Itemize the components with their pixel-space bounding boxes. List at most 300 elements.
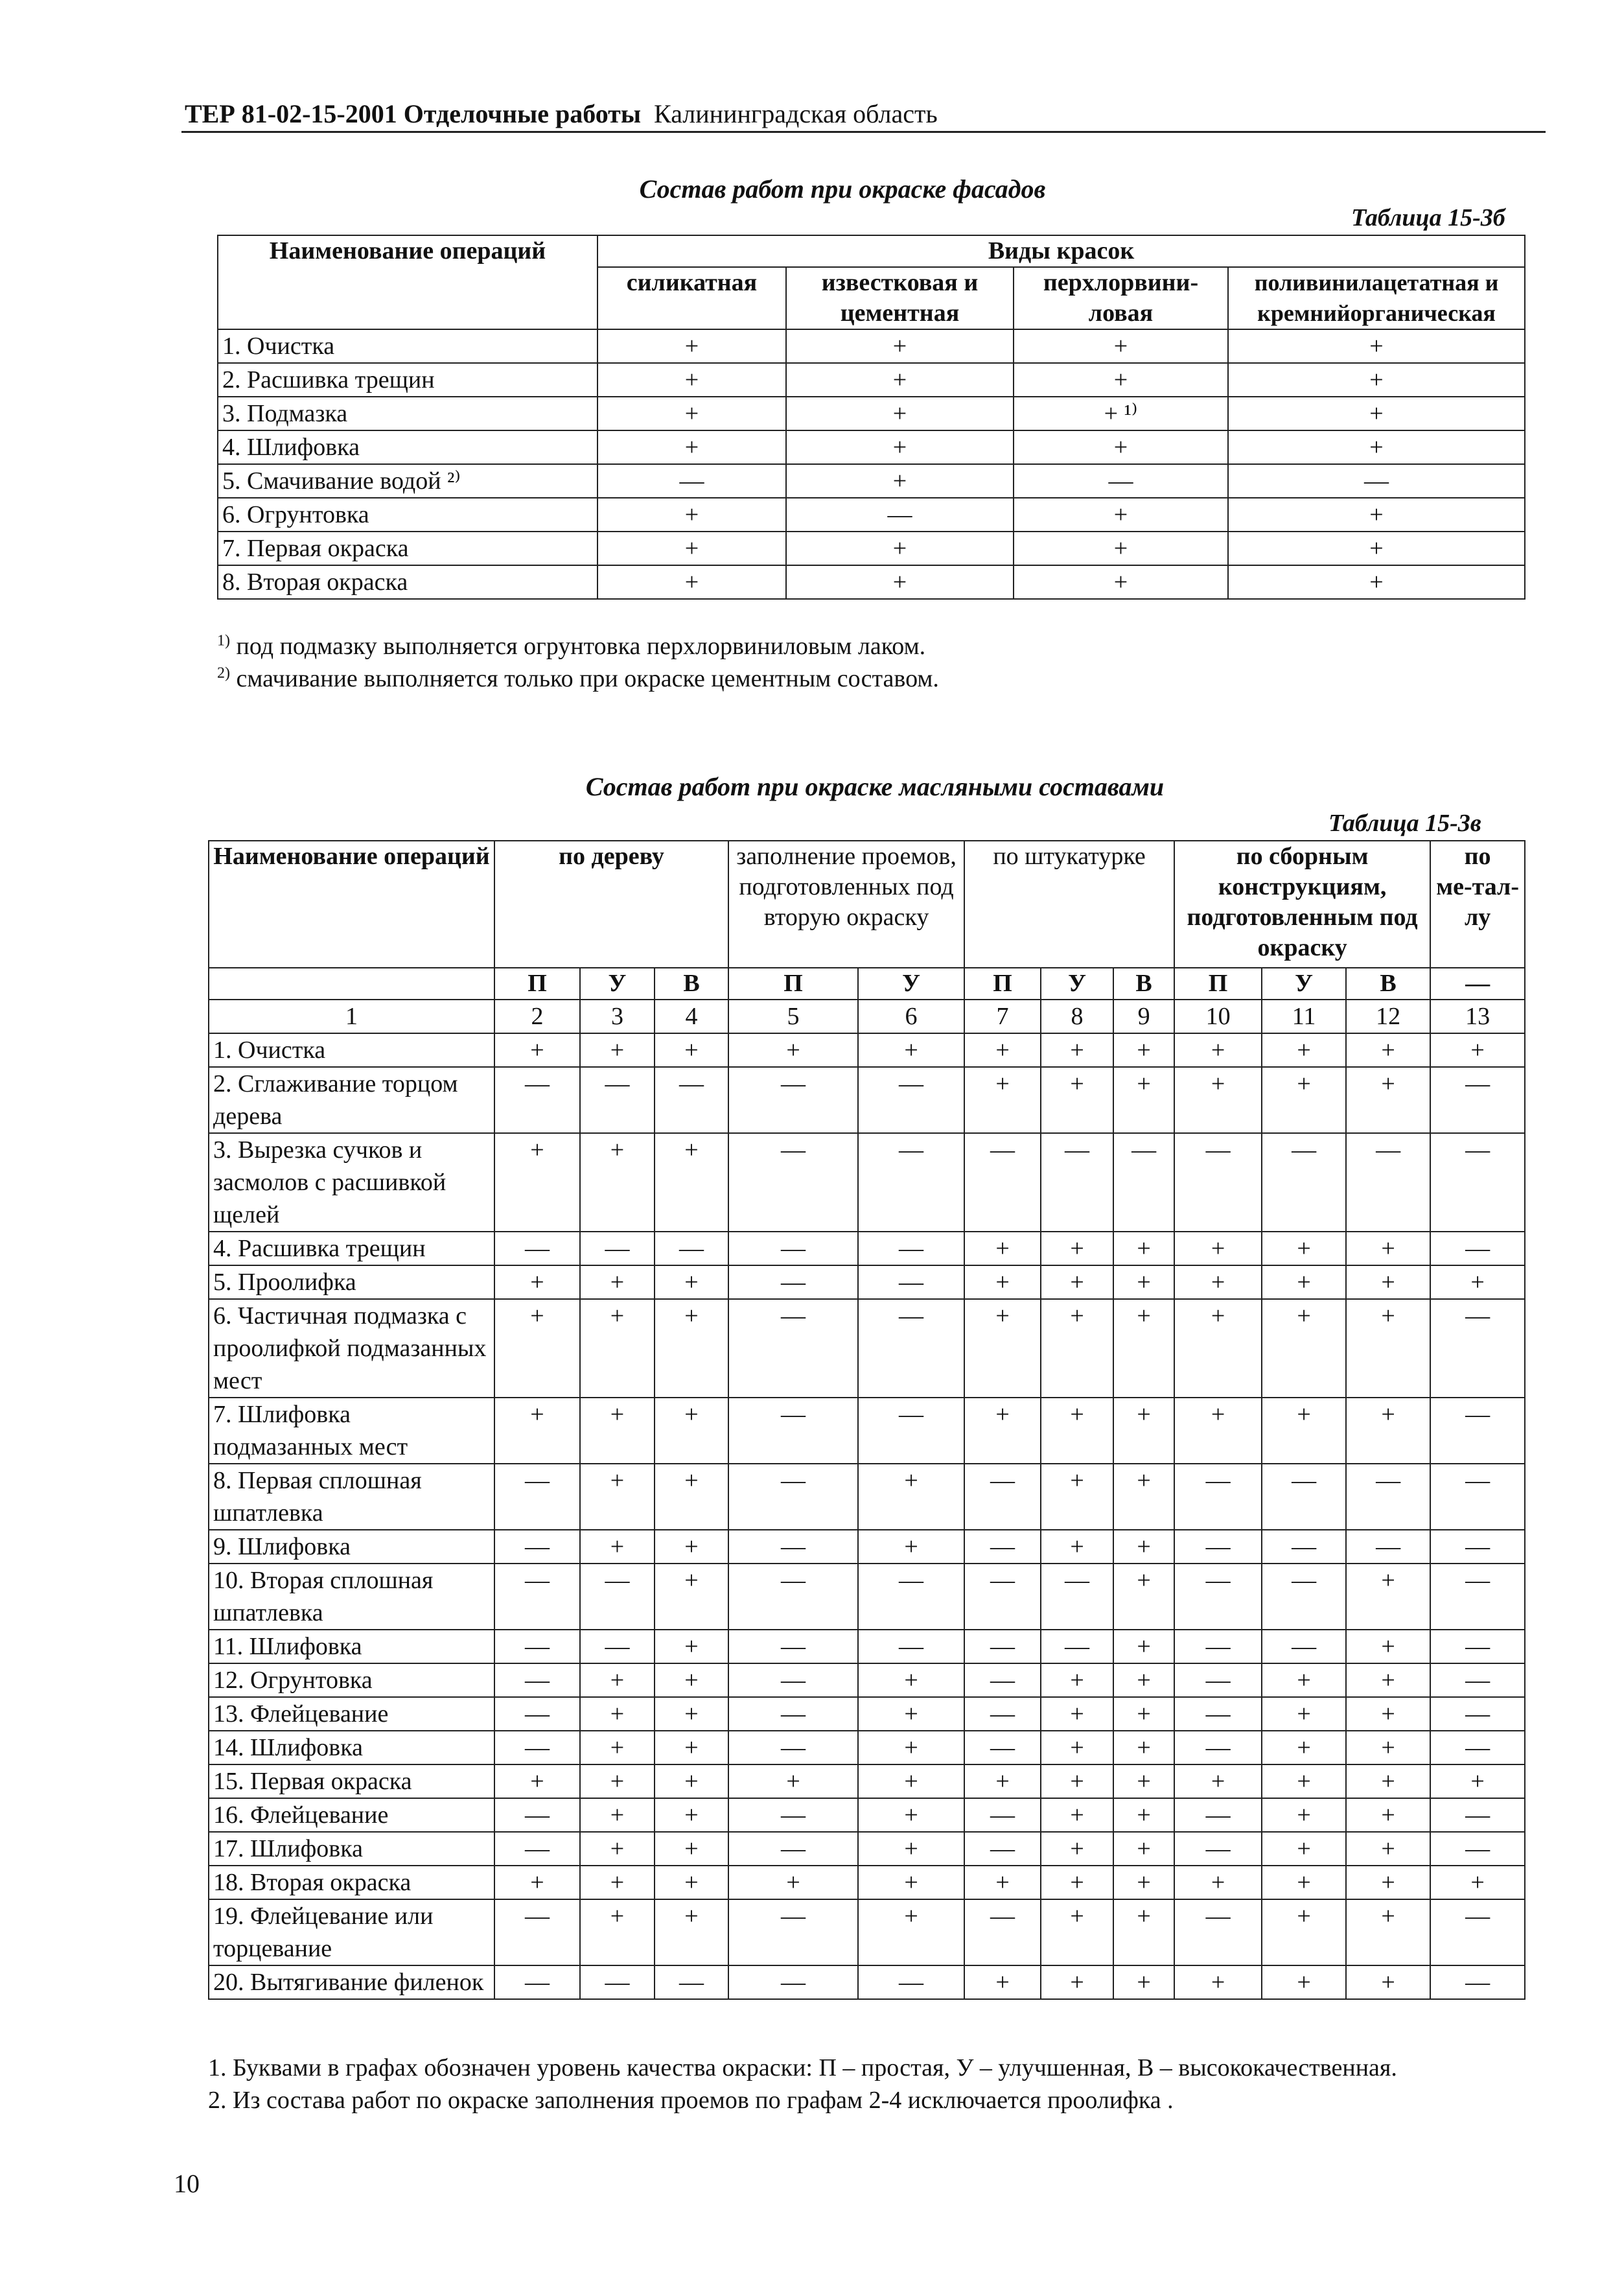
mark-cell: + (858, 1663, 964, 1697)
operation-name: 14. Шлифовка (209, 1731, 494, 1764)
mark-cell: — (494, 1663, 580, 1697)
mark-cell: — (858, 1133, 964, 1232)
mark-cell: — (1262, 1564, 1346, 1630)
table1-caption: Состав работ при окраске фасадов (639, 174, 1046, 204)
mark-cell: + (858, 1033, 964, 1067)
mark-cell: — (728, 1464, 858, 1530)
mark-cell: — (494, 1530, 580, 1564)
mark-cell: + (1346, 1398, 1430, 1464)
mark-cell: — (1430, 1232, 1525, 1265)
table2-tag: Таблица 15-3в (1328, 810, 1481, 837)
mark-cell: + (1041, 1965, 1113, 1999)
table-row (209, 1697, 1525, 1731)
quality-level: П (494, 968, 580, 1000)
mark-cell: + ¹⁾ (1014, 397, 1228, 430)
quality-level: — (1430, 968, 1525, 1000)
mark-cell: + (655, 1265, 728, 1299)
mark-cell: + (580, 1899, 655, 1965)
mark-cell: — (728, 1564, 858, 1630)
mark-cell: + (655, 1764, 728, 1798)
mark-cell: + (964, 1764, 1041, 1798)
mark-cell: + (1014, 363, 1228, 397)
mark-cell: + (1346, 1832, 1430, 1866)
mark-cell: + (1262, 1398, 1346, 1464)
column-number: 10 (1174, 1000, 1262, 1033)
table2-group-openings: заполнение проемов, подготовленных под вторую окраску (728, 841, 964, 968)
mark-cell: — (1041, 1133, 1113, 1232)
quality-level: В (1113, 968, 1174, 1000)
operation-name: 17. Шлифовка (209, 1832, 494, 1866)
mark-cell: — (1430, 1630, 1525, 1663)
mark-cell: + (580, 1033, 655, 1067)
table-row (218, 565, 1525, 599)
mark-cell: — (964, 1832, 1041, 1866)
mark-cell: + (1014, 565, 1228, 599)
mark-cell: — (728, 1832, 858, 1866)
table1-tag: Таблица 15-3б (1351, 204, 1505, 231)
mark-cell: — (1430, 1398, 1525, 1464)
mark-cell: + (1262, 1731, 1346, 1764)
mark-cell: + (655, 1033, 728, 1067)
operation-name: 3. Вырезка сучков и засмолов с расшивкой щелей (209, 1133, 494, 1232)
mark-cell: + (1113, 1299, 1174, 1398)
mark-cell: + (1346, 1764, 1430, 1798)
operation-name: 8. Вторая окраска (218, 565, 597, 599)
quality-level: У (1041, 968, 1113, 1000)
mark-cell: + (1262, 1697, 1346, 1731)
quality-level: В (655, 968, 728, 1000)
mark-cell: — (1430, 1299, 1525, 1398)
mark-cell: + (494, 1398, 580, 1464)
mark-cell: + (858, 1832, 964, 1866)
mark-cell: + (1346, 1630, 1430, 1663)
mark-cell: + (786, 464, 1014, 498)
mark-cell: + (1346, 1663, 1430, 1697)
table-row (209, 1133, 1525, 1232)
footnote-2-mark: 2) (217, 664, 230, 682)
mark-cell: — (580, 1232, 655, 1265)
mark-cell: — (494, 1731, 580, 1764)
mark-cell: + (1041, 1265, 1113, 1299)
mark-cell: — (1113, 1133, 1174, 1232)
running-header (185, 99, 938, 129)
table-row (218, 363, 1525, 397)
table-row (209, 1232, 1525, 1265)
table-row (209, 1564, 1525, 1630)
mark-cell: + (1228, 397, 1525, 430)
mark-cell: — (1430, 1832, 1525, 1866)
mark-cell: — (728, 1067, 858, 1133)
mark-cell: + (580, 1530, 655, 1564)
mark-cell: — (1174, 1832, 1262, 1866)
mark-cell: — (494, 1630, 580, 1663)
column-number: 2 (494, 1000, 580, 1033)
mark-cell: — (964, 1697, 1041, 1731)
mark-cell: + (1041, 1663, 1113, 1697)
page-number: 10 (174, 2169, 200, 2198)
mark-cell: + (1014, 498, 1228, 532)
mark-cell: + (786, 565, 1014, 599)
table-row (218, 397, 1525, 430)
mark-cell: — (964, 1133, 1041, 1232)
operation-name: 6. Огрунтовка (218, 498, 597, 532)
mark-cell: + (1430, 1764, 1525, 1798)
mark-cell: — (1430, 1663, 1525, 1697)
mark-cell: — (1174, 1663, 1262, 1697)
mark-cell: + (1174, 1265, 1262, 1299)
mark-cell: + (597, 397, 786, 430)
quality-level: П (1174, 968, 1262, 1000)
mark-cell: + (1041, 1530, 1113, 1564)
mark-cell: + (858, 1530, 964, 1564)
mark-cell: + (1262, 1965, 1346, 1999)
mark-cell: + (964, 1398, 1041, 1464)
table1-col-name: Наименование операций (218, 235, 597, 329)
mark-cell: + (494, 1299, 580, 1398)
mark-cell: — (655, 1965, 728, 1999)
header-doc-code: ТЕР 81-02-15-2001 Отделочные работы (185, 99, 642, 128)
mark-cell: — (858, 1398, 964, 1464)
mark-cell: + (728, 1764, 858, 1798)
mark-cell: + (1113, 1697, 1174, 1731)
mark-cell: + (1174, 1965, 1262, 1999)
operation-name: 9. Шлифовка (209, 1530, 494, 1564)
mark-cell: + (1041, 1464, 1113, 1530)
table2-caption: Состав работ при окраске масляными составами (585, 772, 1165, 801)
table1-group-header: Виды красок (597, 235, 1525, 267)
mark-cell: — (964, 1564, 1041, 1630)
mark-cell: + (597, 363, 786, 397)
mark-cell: + (1174, 1299, 1262, 1398)
mark-cell: — (1174, 1464, 1262, 1530)
mark-cell: + (655, 1663, 728, 1697)
column-number: 3 (580, 1000, 655, 1033)
table2-group-wood: по дереву (494, 841, 728, 968)
mark-cell: + (1262, 1663, 1346, 1697)
mark-cell: + (655, 1464, 728, 1530)
mark-cell: — (964, 1464, 1041, 1530)
operation-name: 6. Частичная подмазка с проолифкой подмазанных мест (209, 1299, 494, 1398)
table-row (209, 1832, 1525, 1866)
mark-cell: + (1113, 1464, 1174, 1530)
mark-cell: + (1228, 430, 1525, 464)
operation-name: 20. Вытягивание филенок (209, 1965, 494, 1999)
mark-cell: + (1113, 1033, 1174, 1067)
mark-cell: — (964, 1798, 1041, 1832)
mark-cell: — (1430, 1731, 1525, 1764)
table-row (218, 498, 1525, 532)
mark-cell: + (1113, 1899, 1174, 1965)
mark-cell: + (964, 1265, 1041, 1299)
mark-cell: + (1228, 498, 1525, 532)
mark-cell: — (858, 1067, 964, 1133)
table-row (209, 1067, 1525, 1133)
table-row (209, 1965, 1525, 1999)
quality-level: П (728, 968, 858, 1000)
mark-cell: — (858, 1232, 964, 1265)
mark-cell: + (1174, 1033, 1262, 1067)
operation-name: 15. Первая окраска (209, 1764, 494, 1798)
mark-cell: + (858, 1464, 964, 1530)
operation-name: 7. Первая окраска (218, 532, 597, 565)
mark-cell: — (1262, 1464, 1346, 1530)
table-row (209, 1899, 1525, 1965)
mark-cell: — (1262, 1530, 1346, 1564)
table-row (209, 1398, 1525, 1464)
mark-cell: — (728, 1630, 858, 1663)
quality-level: В (1346, 968, 1430, 1000)
mark-cell: + (1113, 1530, 1174, 1564)
mark-cell: + (580, 1697, 655, 1731)
table2-col-name: Наименование операций (209, 841, 494, 968)
mark-cell: + (655, 1398, 728, 1464)
mark-cell: + (1346, 1033, 1430, 1067)
mark-cell: — (964, 1731, 1041, 1764)
mark-cell: + (580, 1265, 655, 1299)
table-row (218, 430, 1525, 464)
table1-col-polyvinyl: поливинилацетатная и кремнийорганическая (1228, 267, 1525, 329)
column-number: 7 (964, 1000, 1041, 1033)
mark-cell: + (1041, 1899, 1113, 1965)
mark-cell: — (728, 1663, 858, 1697)
mark-cell: + (1228, 329, 1525, 363)
mark-cell: — (1430, 1133, 1525, 1232)
mark-cell: — (964, 1530, 1041, 1564)
mark-cell: + (1174, 1067, 1262, 1133)
header-rule (181, 131, 1546, 133)
mark-cell: — (494, 1464, 580, 1530)
mark-cell: — (655, 1067, 728, 1133)
column-number: 11 (1262, 1000, 1346, 1033)
header-region: Калининградская область (654, 99, 938, 128)
mark-cell: — (964, 1899, 1041, 1965)
mark-cell: + (964, 1232, 1041, 1265)
mark-cell: + (655, 1798, 728, 1832)
table-row (209, 1663, 1525, 1697)
table-row (209, 1265, 1525, 1299)
mark-cell: + (1041, 1832, 1113, 1866)
mark-cell: — (494, 1965, 580, 1999)
mark-cell: + (1041, 1232, 1113, 1265)
mark-cell: + (1228, 565, 1525, 599)
mark-cell: — (858, 1965, 964, 1999)
mark-cell: + (1113, 1564, 1174, 1630)
mark-cell: — (580, 1067, 655, 1133)
mark-cell: + (1174, 1764, 1262, 1798)
column-number: 9 (1113, 1000, 1174, 1033)
mark-cell: + (1262, 1866, 1346, 1899)
mark-cell: + (1346, 1866, 1430, 1899)
quality-level: У (1262, 968, 1346, 1000)
table1-col-perchlorvinyl: перхлорвини-ловая (1014, 267, 1228, 329)
mark-cell: + (655, 1564, 728, 1630)
mark-cell: + (494, 1265, 580, 1299)
facade-painting-table (217, 235, 1525, 600)
mark-cell: + (964, 1965, 1041, 1999)
mark-cell: + (1346, 1899, 1430, 1965)
mark-cell: + (1041, 1067, 1113, 1133)
mark-cell: — (1174, 1798, 1262, 1832)
mark-cell: — (1174, 1697, 1262, 1731)
mark-cell: + (1174, 1866, 1262, 1899)
mark-cell: + (964, 1299, 1041, 1398)
mark-cell: + (1262, 1798, 1346, 1832)
mark-cell: + (786, 329, 1014, 363)
column-number: 5 (728, 1000, 858, 1033)
mark-cell: + (1113, 1832, 1174, 1866)
mark-cell: + (1262, 1899, 1346, 1965)
mark-cell: + (728, 1866, 858, 1899)
mark-cell: + (655, 1697, 728, 1731)
mark-cell: — (786, 498, 1014, 532)
operation-name: 8. Первая сплошная шпатлевка (209, 1464, 494, 1530)
table-row (209, 1731, 1525, 1764)
mark-cell: + (1262, 1832, 1346, 1866)
table2-group-plaster: по штукатурке (964, 841, 1174, 968)
mark-cell: — (728, 1965, 858, 1999)
mark-cell: + (786, 532, 1014, 565)
operation-name: 5. Проолифка (209, 1265, 494, 1299)
operation-name: 19. Флейцевание или торцевание (209, 1899, 494, 1965)
mark-cell: + (580, 1464, 655, 1530)
column-number-row (209, 1000, 1525, 1033)
mark-cell: — (728, 1899, 858, 1965)
table-row (209, 1299, 1525, 1398)
mark-cell: + (1346, 1731, 1430, 1764)
mark-cell: + (597, 498, 786, 532)
operation-name: 4. Расшивка трещин (209, 1232, 494, 1265)
mark-cell: — (1430, 1464, 1525, 1530)
table-row (209, 1866, 1525, 1899)
operation-name: 2. Расшивка трещин (218, 363, 597, 397)
mark-cell: — (728, 1530, 858, 1564)
mark-cell: — (728, 1697, 858, 1731)
mark-cell: + (1346, 1564, 1430, 1630)
mark-cell: + (858, 1866, 964, 1899)
table1-col-lime-cement: известковая и цементная (786, 267, 1014, 329)
mark-cell: + (1346, 1232, 1430, 1265)
mark-cell: — (1228, 464, 1525, 498)
mark-cell: — (1430, 1697, 1525, 1731)
mark-cell: + (964, 1866, 1041, 1899)
mark-cell: + (1014, 430, 1228, 464)
mark-cell: + (1113, 1663, 1174, 1697)
mark-cell: + (1262, 1299, 1346, 1398)
operation-name: 11. Шлифовка (209, 1630, 494, 1663)
mark-cell: + (1430, 1265, 1525, 1299)
mark-cell: + (858, 1731, 964, 1764)
quality-level: У (858, 968, 964, 1000)
mark-cell: + (1113, 1731, 1174, 1764)
mark-cell: + (786, 430, 1014, 464)
mark-cell: + (1113, 1630, 1174, 1663)
mark-cell: + (655, 1832, 728, 1866)
operation-name: 3. Подмазка (218, 397, 597, 430)
operation-name: 1. Очистка (209, 1033, 494, 1067)
mark-cell: + (580, 1866, 655, 1899)
mark-cell: + (858, 1697, 964, 1731)
mark-cell: + (728, 1033, 858, 1067)
mark-cell: + (1346, 1265, 1430, 1299)
table-row (209, 1530, 1525, 1564)
mark-cell: + (580, 1663, 655, 1697)
footnote-2-text: смачивание выполняется только при окраске цементным составом. (236, 665, 939, 692)
mark-cell: + (1113, 1798, 1174, 1832)
table-row (218, 464, 1525, 498)
mark-cell: + (1346, 1697, 1430, 1731)
column-number: 1 (209, 1000, 494, 1033)
mark-cell: + (597, 430, 786, 464)
quality-level: У (580, 968, 655, 1000)
mark-cell: — (1430, 1530, 1525, 1564)
mark-cell: — (580, 1965, 655, 1999)
mark-cell: — (728, 1232, 858, 1265)
mark-cell: — (1174, 1133, 1262, 1232)
column-number: 8 (1041, 1000, 1113, 1033)
mark-cell: + (580, 1299, 655, 1398)
table1-footnote-1 (217, 632, 925, 661)
table-row (209, 1464, 1525, 1530)
mark-cell: — (728, 1731, 858, 1764)
mark-cell: + (1014, 329, 1228, 363)
mark-cell: + (964, 1067, 1041, 1133)
mark-cell: + (655, 1899, 728, 1965)
table2-note-2: 2. Из состава работ по окраске заполнения проемов по графам 2-4 исключается проолифка . (208, 2087, 1174, 2114)
mark-cell: — (858, 1564, 964, 1630)
mark-cell: + (580, 1764, 655, 1798)
mark-cell: + (1041, 1398, 1113, 1464)
table-row (218, 532, 1525, 565)
oil-painting-table (208, 840, 1525, 2000)
mark-cell: — (1041, 1630, 1113, 1663)
mark-cell: — (1346, 1530, 1430, 1564)
table-row (209, 1798, 1525, 1832)
mark-cell: + (580, 1798, 655, 1832)
mark-cell: — (1430, 1564, 1525, 1630)
mark-cell: — (1041, 1564, 1113, 1630)
table1-col-silicate: силикатная (597, 267, 786, 329)
mark-cell: + (597, 329, 786, 363)
mark-cell: — (1174, 1731, 1262, 1764)
mark-cell: — (494, 1899, 580, 1965)
column-number: 12 (1346, 1000, 1430, 1033)
operation-name: 5. Смачивание водой ²⁾ (218, 464, 597, 498)
mark-cell: + (655, 1731, 728, 1764)
mark-cell: — (580, 1630, 655, 1663)
mark-cell: — (728, 1299, 858, 1398)
mark-cell: — (494, 1232, 580, 1265)
mark-cell: + (1041, 1798, 1113, 1832)
operation-name: 4. Шлифовка (218, 430, 597, 464)
mark-cell: — (728, 1798, 858, 1832)
mark-cell: — (964, 1663, 1041, 1697)
mark-cell: — (494, 1564, 580, 1630)
mark-cell: — (1430, 1965, 1525, 1999)
operation-name: 7. Шлифовка подмазанных мест (209, 1398, 494, 1464)
quality-level: П (964, 968, 1041, 1000)
mark-cell: + (858, 1798, 964, 1832)
mark-cell: — (858, 1265, 964, 1299)
table2-group-prefab: по сборным конструкциям, подготовленным под окраску (1174, 841, 1430, 968)
mark-cell: + (858, 1899, 964, 1965)
mark-cell: — (494, 1832, 580, 1866)
mark-cell: — (1174, 1530, 1262, 1564)
mark-cell: — (1430, 1899, 1525, 1965)
mark-cell: + (1113, 1398, 1174, 1464)
mark-cell: + (1430, 1866, 1525, 1899)
mark-cell: + (786, 397, 1014, 430)
mark-cell: + (1041, 1731, 1113, 1764)
